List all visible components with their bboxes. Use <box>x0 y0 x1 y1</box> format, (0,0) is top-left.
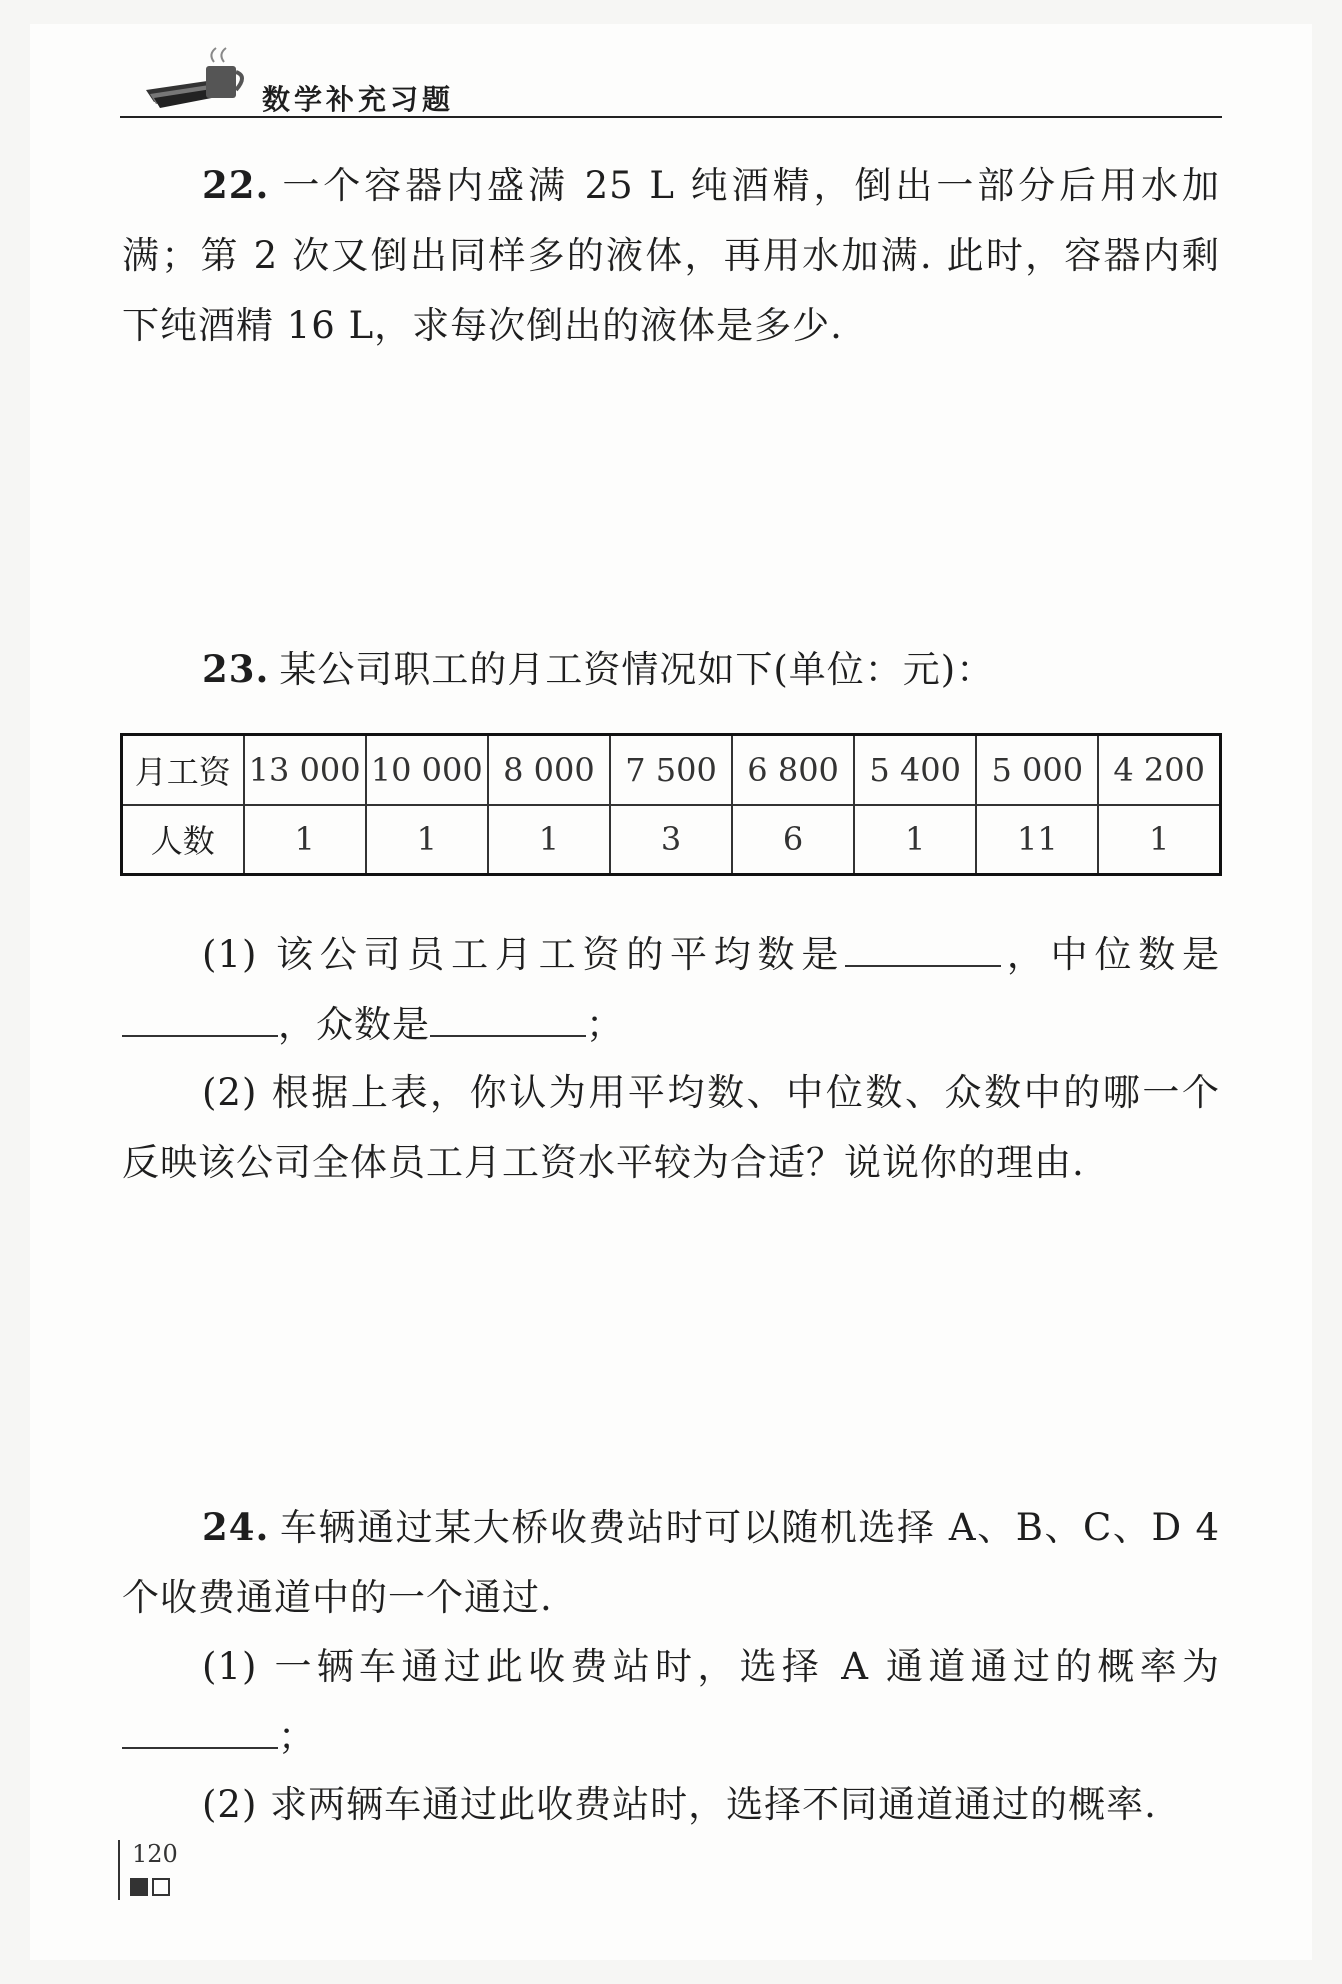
page-header <box>120 40 1222 118</box>
part-text: (1) 一辆车通过此收费站时，选择 A 通道通过的概率为 <box>202 1645 1220 1688</box>
table-cell: 6 800 <box>732 735 854 805</box>
filled-square-icon <box>130 1878 148 1896</box>
answer-blank[interactable] <box>845 931 1001 967</box>
answer-blank[interactable] <box>122 1001 278 1037</box>
table-cell: 10 000 <box>366 735 488 805</box>
table-cell: 1 <box>488 805 610 875</box>
table-cell: 5 000 <box>976 735 1098 805</box>
book-and-cup-icon <box>144 46 252 112</box>
question-number: 23. <box>202 647 270 691</box>
book-title: 数学补充习题 <box>262 83 455 116</box>
part-text: (2) 根据上表，你认为用平均数、中位数、众数中的哪一个反映该公司全体员工月工资水平较为合适？说说你的理由. <box>122 1071 1220 1184</box>
table-row <box>122 735 1221 805</box>
question-22 <box>122 150 1220 361</box>
footer-bar <box>118 1840 120 1900</box>
question-text: 车辆通过某大桥收费站时可以随机选择 A、B、C、D 4 个收费通道中的一个通过. <box>122 1506 1220 1619</box>
question-24-part-2 <box>122 1770 1220 1840</box>
table-cell: 13 000 <box>244 735 366 805</box>
question-24 <box>122 1492 1220 1633</box>
answer-blank[interactable] <box>122 1713 278 1749</box>
question-23-part-2 <box>122 1058 1220 1198</box>
question-23 <box>122 634 1220 705</box>
part-text: (2) 求两辆车通过此收费站时，选择不同通道通过的概率. <box>202 1783 1157 1826</box>
part-text: ，中位数是 <box>1001 933 1221 976</box>
empty-square-icon <box>152 1878 170 1896</box>
table-cell: 1 <box>1098 805 1220 875</box>
table-cell: 5 400 <box>854 735 976 805</box>
table-cell: 6 <box>732 805 854 875</box>
part-text: ； <box>586 1003 624 1046</box>
answer-blank[interactable] <box>430 1001 586 1037</box>
wage-table <box>120 733 1222 876</box>
table-cell: 4 200 <box>1098 735 1220 805</box>
question-text: 一个容器内盛满 25 L 纯酒精，倒出一部分后用水加满；第 2 次又倒出同样多的液体，再用水加满. 此时，容器内剩下纯酒精 16 L，求每次倒出的液体是多少. <box>122 164 1220 347</box>
table-cell: 11 <box>976 805 1098 875</box>
row-label: 月工资 <box>122 735 244 805</box>
question-number: 24. <box>202 1505 270 1549</box>
page-number: 120 <box>132 1840 178 1868</box>
question-23-part-1 <box>122 920 1220 1060</box>
part-text: (1) 该公司员工月工资的平均数是 <box>202 933 846 976</box>
table-cell: 1 <box>244 805 366 875</box>
table-cell: 1 <box>854 805 976 875</box>
table-cell: 3 <box>610 805 732 875</box>
row-label: 人数 <box>122 805 244 875</box>
table-cell: 7 500 <box>610 735 732 805</box>
question-text: 某公司职工的月工资情况如下(单位：元)： <box>279 648 995 691</box>
part-text: ，众数是 <box>278 1003 430 1046</box>
question-24-part-1 <box>122 1632 1220 1772</box>
table-cell: 1 <box>366 805 488 875</box>
table-row <box>122 805 1221 875</box>
part-text: ； <box>278 1715 316 1758</box>
header-rule <box>120 116 1222 118</box>
table-cell: 8 000 <box>488 735 610 805</box>
question-number: 22. <box>202 163 270 207</box>
